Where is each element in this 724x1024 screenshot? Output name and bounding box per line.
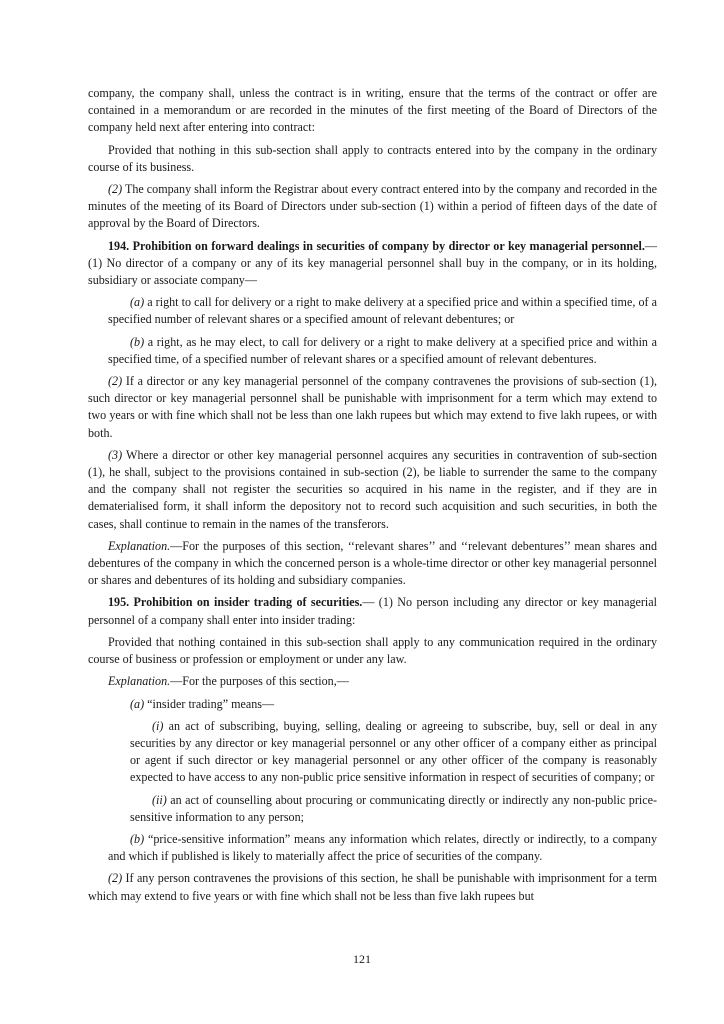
subsection-2: (2) If a director or any key managerial personnel of the company contravenes the provisions of sub-section (1), such director or key managerial personnel shall be punishable with imprisonment for a term which may extend to two years or with fine which shall not be less than one lakh rupees but which may extend to five lakh rupees, or with both. (88, 374, 657, 440)
subclause-ii: (ii) an act of counselling about procuring or communicating directly or indirectly any non-public price-sensitive information to any person; (130, 792, 657, 824)
clause-a: (a) “insider trading” means— (130, 696, 275, 711)
clause-label: (a) (130, 295, 145, 310)
subsection-number: (3) (108, 447, 123, 462)
explanation-label: Explanation. (108, 674, 171, 689)
clause-label: (ii) (152, 792, 167, 807)
subsection-2: (2) The company shall inform the Registrar about every contract entered into by the company and recorded in the minutes of the meeting of its Board of Directors under sub-section (1) within a period of fifteen days of the date of approval by the Board of Directors. (88, 182, 657, 231)
explanation-paragraph: Explanation.—For the purposes of this section, ‘‘relevant shares’’ and ‘‘relevant debentures’’ mean shares and debentures of the company in which the concerned person is a whole-time director or other key managerial personnel or shares and debentures of its holding and subsidiary companies. (88, 538, 657, 588)
subsection-number: (2) (108, 182, 123, 197)
subclause-i: (i) an act of subscribing, buying, selling, dealing or agreeing to subscribe, buy, sell or deal in any securities by any director or key managerial personnel or any other officer of a company either as principal or agent if such director or key managerial personnel or any other officer of the company is reasonably expected to have access to any non-public price sensitive information in respect of securities of company; or (130, 718, 657, 785)
subsection-number: (2) (108, 374, 123, 389)
page-number: 121 (353, 952, 371, 966)
paragraph-continuation: company, the company shall, unless the contract is in writing, ensure that the terms of the contract or offer are contained in a memorandum or are recorded in the minutes of the first meeting of the Board of Directors of the company held next after entering into contract: (88, 86, 657, 135)
clause-label: (i) (152, 718, 164, 733)
section-195: 195. Prohibition on insider trading of securities.— (1) No person including any director or key managerial personnel of a company shall enter into insider trading: (88, 595, 657, 627)
clause-b: (b) a right, as he may elect, to call for delivery or a right to make delivery at a specified price and within a specified time, of a specified number of relevant shares or a specified amount of relevant debentures. (108, 334, 657, 366)
clause-label: (b) (130, 831, 145, 846)
proviso-paragraph: Provided that nothing contained in this sub-section shall apply to any communication required in the ordinary course of business or profession or employment or under any law. (88, 634, 657, 667)
subsection-number: (2) (108, 871, 123, 886)
clause-label: (a) (130, 696, 145, 711)
clause-a: (a) a right to call for delivery or a right to make delivery at a specified price and within a specified time, of a specified number of relevant shares or a specified amount of relevant debentures; or (108, 295, 657, 327)
section-heading: 194. Prohibition on forward dealings in securities of company by director or key managerial personnel. (108, 238, 645, 253)
subsection-2: (2) If any person contravenes the provisions of this section, he shall be punishable with imprisonment for a term which may extend to five years or with fine which shall not be less than five lakh rupees but (88, 871, 657, 903)
proviso-paragraph: Provided that nothing in this sub-section shall apply to contracts entered into by the company in the ordinary course of its business. (88, 142, 657, 174)
document-page (88, 85, 657, 910)
section-heading: 195. Prohibition on insider trading of securities. (108, 595, 363, 610)
section-194: 194. Prohibition on forward dealings in securities of company by director or key managerial personnel.— (1) No director of a company or any of its key managerial personnel shall buy in the company, or in its holding, subsidiary or associate company— (88, 238, 657, 288)
clause-label: (b) (130, 334, 145, 349)
explanation-label: Explanation. (108, 538, 171, 553)
clause-b: (b) “price-sensitive information” means any information which relates, directly or indirectly, to a company and which if published is likely to materially affect the price of securities of the company. (108, 831, 657, 864)
subsection-3: (3) Where a director or other key managerial personnel acquires any securities in contravention of sub-section (1), he shall, subject to the provisions contained in sub-section (2), be liable to surrender the same to the company and the company shall not register the securities so acquired in his name in the register, and if they are in dematerialised form, it shall inform the depository not to record such acquisition and such securities, in both the cases, shall continue to remain in the names of the transferors. (88, 447, 657, 531)
explanation-paragraph: Explanation.—For the purposes of this section,— (108, 674, 349, 689)
